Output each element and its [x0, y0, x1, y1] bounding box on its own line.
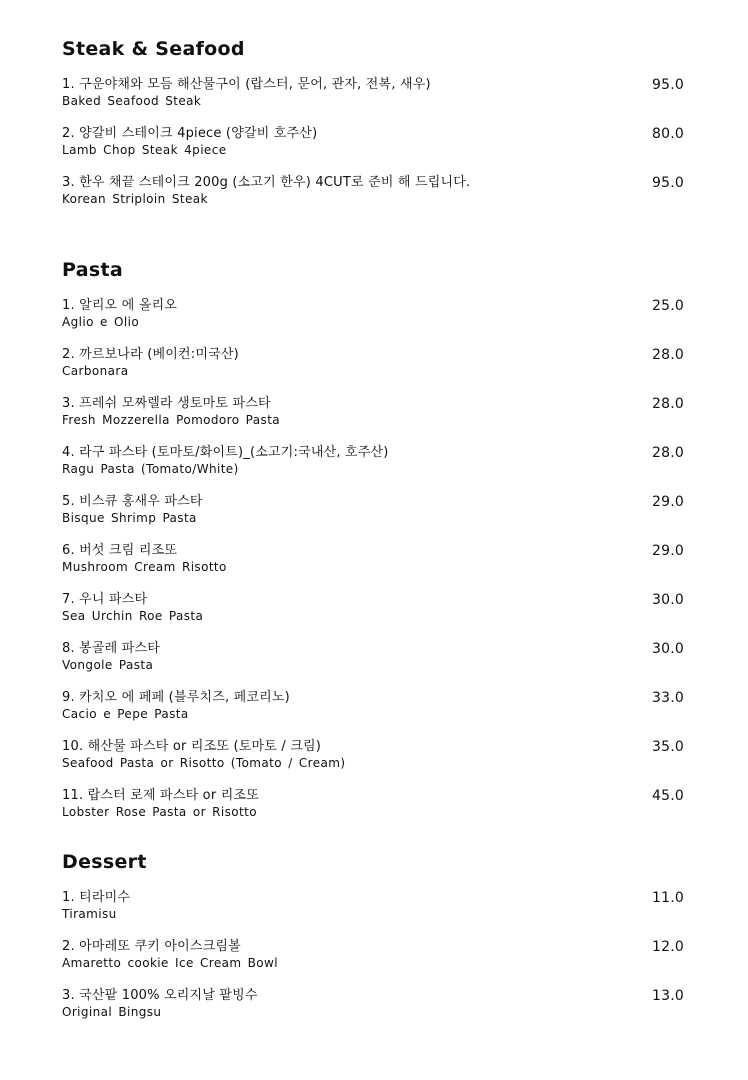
menu-item [62, 396, 688, 445]
item-price: 28.0 [652, 445, 684, 461]
item-name-ko: 10. 해산물 파스타 or 리조또 (토마토 / 크림) [62, 739, 322, 754]
item-price: 30.0 [652, 592, 684, 608]
menu-item [62, 739, 688, 788]
item-name-en: Korean Striploin Steak [62, 192, 208, 206]
item-name-en: Fresh Mozzerella Pomodoro Pasta [62, 413, 281, 427]
item-price: 95.0 [652, 77, 684, 93]
item-name-en: Aglio e Olio [62, 315, 140, 329]
item-name-ko: 7. 우니 파스타 [62, 592, 148, 607]
item-name-ko: 4. 라구 파스타 (토마토/화이트)_(소고기:국내산, 호주산) [62, 445, 389, 460]
menu-item [62, 988, 688, 1037]
item-name-ko: 2. 양갈비 스테이크 4piece (양갈비 호주산) [62, 126, 318, 141]
item-list [62, 77, 688, 224]
item-name-en: Original Bingsu [62, 1005, 162, 1019]
item-name-en: Seafood Pasta or Risotto (Tomato / Cream) [62, 756, 346, 770]
section-steak-seafood [62, 37, 688, 224]
item-name-ko: 6. 버섯 크림 리조또 [62, 543, 178, 558]
section-title: Steak & Seafood [62, 38, 245, 60]
section-title: Dessert [62, 851, 147, 873]
item-name-en: Bisque Shrimp Pasta [62, 511, 197, 525]
section-pasta [62, 258, 688, 837]
item-name-ko: 11. 랍스터 로제 파스타 or 리조또 [62, 788, 259, 803]
item-price: 35.0 [652, 739, 684, 755]
item-name-en: Tiramisu [62, 907, 117, 921]
item-name-en: Carbonara [62, 364, 129, 378]
menu-item [62, 126, 688, 175]
item-price: 45.0 [652, 788, 684, 804]
item-name-ko: 3. 국산팥 100% 오리지날 팥빙수 [62, 988, 258, 1003]
menu-item [62, 788, 688, 837]
item-name-en: Cacio e Pepe Pasta [62, 707, 189, 721]
menu-item [62, 543, 688, 592]
item-name-ko: 5. 비스큐 홍새우 파스타 [62, 494, 203, 509]
menu-item [62, 939, 688, 988]
section-dessert [62, 850, 688, 1037]
item-name-ko: 3. 프레쉬 모짜렐라 생토마토 파스타 [62, 396, 271, 411]
item-name-en: Amaretto cookie Ice Cream Bowl [62, 956, 278, 970]
item-price: 29.0 [652, 494, 684, 510]
menu-item [62, 77, 688, 126]
menu-item [62, 175, 688, 224]
item-name-ko: 2. 까르보나라 (베이컨:미국산) [62, 347, 239, 362]
menu-item [62, 445, 688, 494]
item-list [62, 298, 688, 837]
menu-item [62, 641, 688, 690]
item-name-ko: 2. 아마레또 쿠키 아이스크림볼 [62, 939, 241, 954]
item-name-ko: 1. 티라미수 [62, 890, 131, 905]
menu-item [62, 690, 688, 739]
item-name-ko: 9. 카치오 에 페페 (블루치즈, 페코리노) [62, 690, 290, 705]
item-name-en: Vongole Pasta [62, 658, 154, 672]
item-name-en: Mushroom Cream Risotto [62, 560, 227, 574]
item-price: 12.0 [652, 939, 684, 955]
item-name-en: Sea Urchin Roe Pasta [62, 609, 204, 623]
menu-item [62, 298, 688, 347]
item-price: 29.0 [652, 543, 684, 559]
item-name-en: Baked Seafood Steak [62, 94, 202, 108]
item-price: 25.0 [652, 298, 684, 314]
item-name-ko: 1. 구운야채와 모듬 해산물구이 (랍스터, 문어, 관자, 전복, 새우) [62, 77, 431, 92]
item-price: 95.0 [652, 175, 684, 191]
section-title: Pasta [62, 259, 123, 281]
menu-item [62, 592, 688, 641]
menu-item [62, 890, 688, 939]
item-name-en: Lobster Rose Pasta or Risotto [62, 805, 257, 819]
item-name-ko: 8. 봉골레 파스타 [62, 641, 161, 656]
item-price: 13.0 [652, 988, 684, 1004]
item-name-ko: 1. 알리오 에 올리오 [62, 298, 178, 313]
item-name-en: Ragu Pasta (Tomato/White) [62, 462, 239, 476]
menu-item [62, 347, 688, 396]
item-price: 28.0 [652, 347, 684, 363]
item-price: 30.0 [652, 641, 684, 657]
item-name-en: Lamb Chop Steak 4piece [62, 143, 227, 157]
item-list [62, 890, 688, 1037]
item-price: 11.0 [652, 890, 684, 906]
item-price: 80.0 [652, 126, 684, 142]
menu-item [62, 494, 688, 543]
item-price: 33.0 [652, 690, 684, 706]
item-price: 28.0 [652, 396, 684, 412]
item-name-ko: 3. 한우 채끝 스테이크 200g (소고기 한우) 4CUT로 준비 해 드립니다. [62, 175, 471, 190]
